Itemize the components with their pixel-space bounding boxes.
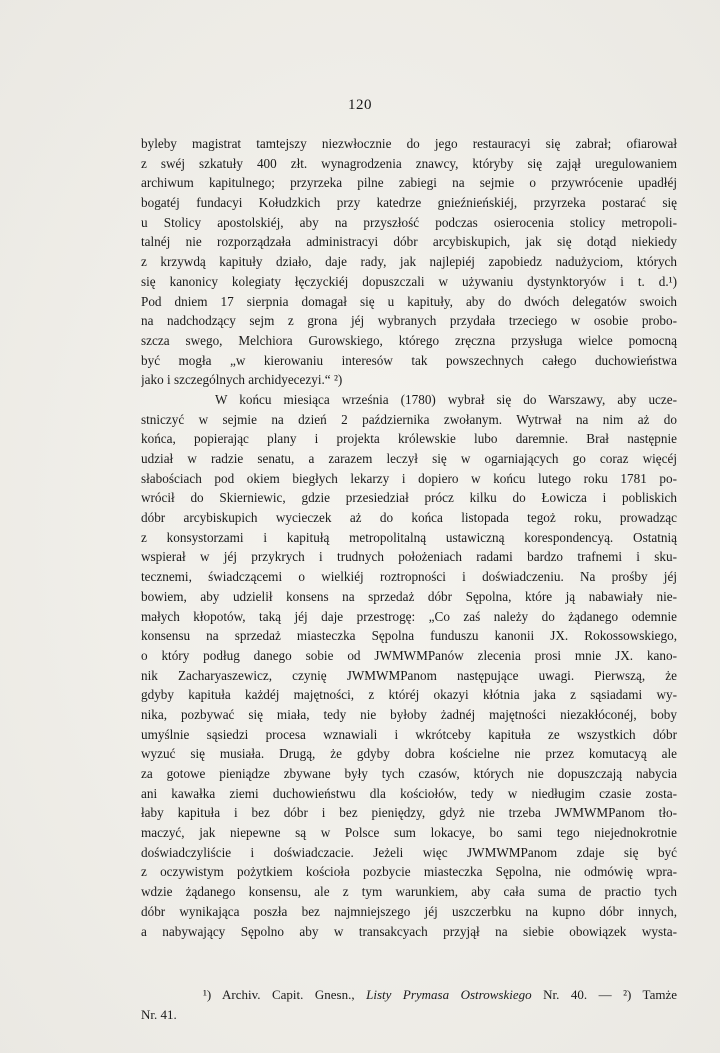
text-line: o który podług danego sobie od JWMWMPanów zlecenia prosi mnie JX. kano- [141, 647, 677, 663]
text-line: umyślnie sąsiedzi procesa wznawiali i wkrótceby kapituła ze wszystkich dóbr [141, 726, 677, 742]
text-line: archiwum kapitulnego; przyrzeka pilne zabiegi na sejmie o przywrócenie upadłéj [141, 175, 677, 191]
page-number: 120 [348, 97, 372, 113]
text-line: konsensu na sprzedaż miasteczka Sępolna funduszu kanonii JX. Rokossowskiego, [141, 628, 677, 644]
text-line: ani kawałka ziemi duchowieństwu dla kościołów, tedy w niedługim czasie zosta- [141, 785, 677, 801]
text-line: być mogła „w kierowaniu interesów tak powszechnych całego duchowieństwa [141, 352, 677, 368]
footnote-line: Nr. 41. [141, 1007, 177, 1023]
text-line: gdyby kapituła każdéj majętności, z któréj okazyi kłótnia jaka z sąsiadami wy- [141, 687, 677, 703]
footnote-line [141, 985, 677, 1005]
text-line: wyzuć się musiała. Drugą, że gdyby dobra kościelne nie przez komutacyą ale [141, 746, 677, 762]
footnote-ref-tail: Nr. 40. — ²) Tamże [543, 987, 678, 1003]
text-line: talnéj nie rozporządzała administracyi dóbr arcybiskupich, jak się dotąd niekiedy [141, 234, 677, 250]
text-line: udział w radzie senatu, a zarazem leczył się w ogarniających go coraz więcéj [141, 451, 677, 466]
text-line: tecznemi, świadczącemi o wielkiéj roztropności i doświadczeniu. Na prośby jéj [141, 569, 677, 585]
text-line: stniczyć w sejmie na dzień 2 października zwołanym. Wytrwał na nim aż do [141, 411, 677, 427]
text-line: dóbr arcybiskupich wycieczek aż do końca listopada tegoż roku, prowadząc [141, 510, 677, 526]
text-line: bowiem, aby udzielił konsens na sprzedaż dóbr Sępolna, które ją nabawiały nie- [141, 588, 677, 604]
text-line: W końcu miesiąca września (1780) wybrał się do Warszawy, aby ucze- [215, 391, 677, 407]
text-line: za gotowe pieniądze zbywane były tych czasów, których nie dopuszczają nabycia [141, 766, 677, 781]
text-line: maczyć, jak niepewne są w Polsce sum lokacye, bo sami tego niejednokrotnie [141, 825, 677, 841]
text-line: nik Zacharyaszewicz, czynię JWMWMPanom następujące uwagi. Pierwszą, że [141, 667, 677, 683]
footnote-ref: ¹) Archiv. Capit. Gnesn., [203, 987, 355, 1003]
text-line: szcza swego, Melchiora Gurowskiego, którego zręczna przysługa wielce pomocną [141, 332, 677, 348]
text-line: dóbr wynikająca poszła bez najmniejszego jéj uszczerbku na kupno dóbr innych, [141, 903, 677, 919]
text-line: a nabywający Sępolno aby w transakcyach przyjął na siebie obowiązek wysta- [141, 923, 677, 939]
text-line: małych kłopotów, taką jéj daje przestrogę: „Co zaś należy do żądanego odemnie [141, 608, 677, 624]
text-line: byleby magistrat tamtejszy niezwłocznie do jego restauracyi się zabrał; ofiarował [141, 136, 677, 151]
text-line: łaby kapituła i bez dóbr i bez pieniędzy, gdyż nie trzeba JWMWMPanom tło- [141, 805, 677, 821]
text-line: doświadczyliście i doświadczacie. Jeżeli więc JWMWMPanom zdaje się być [141, 844, 677, 860]
footnote-source-title: Listy Prymasa Ostrowskiego [366, 987, 532, 1003]
text-line: nika, pozbywać się miała, tedy nie byłoby żadnéj majętności niezakłóconéj, boby [141, 706, 677, 722]
text-line: wrócił do Skierniewic, gdzie przesiedział prócz kilku do Łowicza i pobliskich [141, 490, 677, 506]
text-line: wdzie żądanego konsensu, ale z tym warunkiem, aby cała suma de practio tych [141, 884, 677, 900]
text-line: z konsystorzami i kapitułą metropolitalną ustawiczną korespondencyą. Ostatnią [141, 529, 677, 545]
text-line: na nadchodzący sejm z grona jéj wybranych przydała trzeciego w osobie probo- [141, 313, 677, 329]
text-line: z swéj szkatuły 400 złt. wynagrodzenia znawcy, któryby się zajął uregulowaniem [141, 155, 677, 171]
text-line: u Stolicy apostolskiéj, aby na przyszłość podczas osierocenia stolicy metropoli- [141, 214, 677, 230]
text-line: końca, popierając plany i projekta królewskie lubo daremnie. Brał następnie [141, 431, 677, 447]
text-line: z oczywistym pożytkiem kościoła pozbycie miasteczka Sępolna, nie odmówię wpra- [141, 864, 677, 880]
body-text [141, 134, 677, 941]
text-line: się kanonicy kolegiaty łęczyckiéj dopuszczali w używaniu dystynktoryów i t. d.¹) [141, 273, 677, 289]
text-line: z krzywdą kapituły działo, daje rady, jak najlepiéj zapobiedz nadużyciom, których [141, 254, 677, 270]
text-line: Pod dniem 17 sierpnia domagał się u kapituły, aby do dwóch delegatów swoich [141, 293, 677, 309]
text-line: jako i szczególnych archidyecezyi.“ ²) [141, 372, 343, 388]
text-line: słabościach pod okiem biegłych lekarzy i dopiero w końcu lutego roku 1781 po- [141, 470, 677, 486]
footnotes [141, 985, 677, 1025]
text-line: bogatéj fundacyi Kołudzkich przy katedrze gnieźnieńskiéj, przyrzeka postarać się [141, 195, 677, 211]
text-line: wspierał w jéj przykrych i trudnych położeniach radami bardzo trafnemi i sku- [141, 549, 677, 565]
